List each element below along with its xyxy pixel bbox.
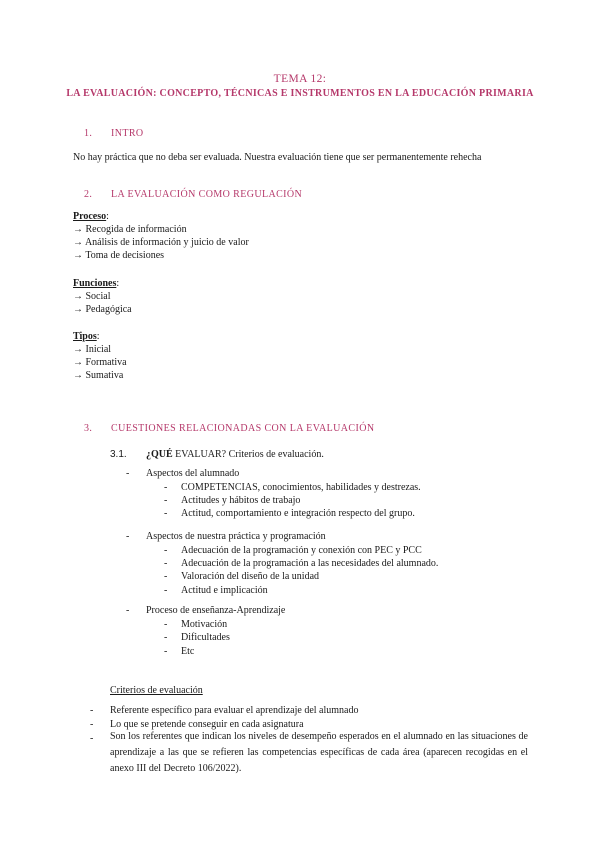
- list-item: Actitud e implicación: [181, 585, 268, 596]
- list-bullet: -: [126, 605, 130, 616]
- group-title: Aspectos de nuestra práctica y programación: [146, 531, 326, 542]
- tipos-item: → Sumativa: [73, 370, 124, 381]
- criterios-item: Son los referentes que indican los niveles de desempeño esperados en el alumnado en las situaciones de aprendizaje a las que se refieren las competencias específicas de cada área (aparecen recogidas en el anexo III del Decreto 106/2022).: [110, 731, 528, 774]
- group-title: Aspectos del alumnado: [146, 468, 240, 479]
- section-number: 2.: [84, 189, 93, 200]
- list-bullet: -: [164, 558, 168, 569]
- list-item: Valoración del diseño de la unidad: [181, 571, 320, 582]
- funciones-label: Funciones:: [73, 278, 120, 289]
- list-bullet: -: [164, 495, 168, 506]
- list-bullet: -: [126, 531, 130, 542]
- subsection-number: 3.1.: [110, 449, 127, 460]
- group-title: Proceso de enseñanza-Aprendizaje: [146, 605, 286, 616]
- list-item: Adecuación de la programación a las necesidades del alumnado.: [181, 558, 439, 569]
- list-bullet: -: [164, 482, 168, 493]
- section-title: LA EVALUACIÓN COMO REGULACIÓN: [111, 189, 303, 200]
- proceso-item: → Toma de decisiones: [73, 250, 165, 261]
- criterios-heading: Criterios de evaluación: [110, 685, 203, 696]
- list-bullet: -: [164, 646, 168, 657]
- list-bullet: -: [164, 585, 168, 596]
- list-item: Motivación: [181, 619, 228, 630]
- list-item: Adecuación de la programación y conexión con PEC y PCC: [181, 545, 422, 556]
- list-bullet: -: [90, 719, 94, 730]
- list-item: Actitud, comportamiento e integración respecto del grupo.: [181, 508, 415, 519]
- tipos-label: Tipos:: [73, 331, 100, 342]
- list-bullet: -: [90, 733, 94, 744]
- list-item: COMPETENCIAS, conocimientos, habilidades y destrezas.: [181, 482, 421, 493]
- list-bullet: -: [164, 619, 168, 630]
- list-bullet: -: [164, 632, 168, 643]
- list-bullet: -: [164, 545, 168, 556]
- section-title: CUESTIONES RELACIONADAS CON LA EVALUACIÓN: [111, 423, 375, 434]
- list-bullet: -: [164, 508, 168, 519]
- section-number: 3.: [84, 423, 93, 434]
- document-title: TEMA 12:: [273, 73, 327, 85]
- list-item: Actitudes y hábitos de trabajo: [181, 495, 301, 506]
- list-item: Etc: [181, 646, 195, 657]
- section-number: 1.: [84, 128, 93, 139]
- list-bullet: -: [90, 705, 94, 716]
- proceso-item: → Análisis de información y juicio de valor: [73, 237, 249, 248]
- list-bullet: -: [126, 468, 130, 479]
- criterios-item: Lo que se pretende conseguir en cada asignatura: [110, 719, 304, 730]
- list-bullet: -: [164, 571, 168, 582]
- intro-paragraph: No hay práctica que no deba ser evaluada. Nuestra evaluación tiene que ser permanentemente rehecha: [73, 152, 482, 163]
- section-title: INTRO: [111, 128, 144, 139]
- tipos-item: → Inicial: [73, 344, 112, 355]
- funciones-item: → Pedagógica: [73, 304, 132, 315]
- proceso-item: → Recogida de información: [73, 224, 187, 235]
- tipos-item: → Formativa: [73, 357, 127, 368]
- list-item: Dificultades: [181, 632, 230, 643]
- criterios-item: Referente específico para evaluar el aprendizaje del alumnado: [110, 705, 359, 716]
- subsection-title: ¿QUÉ EVALUAR? Criterios de evaluación.: [146, 449, 324, 460]
- proceso-label: Proceso:: [73, 211, 109, 222]
- document-subtitle: LA EVALUACIÓN: CONCEPTO, TÉCNICAS E INSTRUMENTOS EN LA EDUCACIÓN PRIMARIA: [66, 88, 534, 99]
- funciones-item: → Social: [73, 291, 111, 302]
